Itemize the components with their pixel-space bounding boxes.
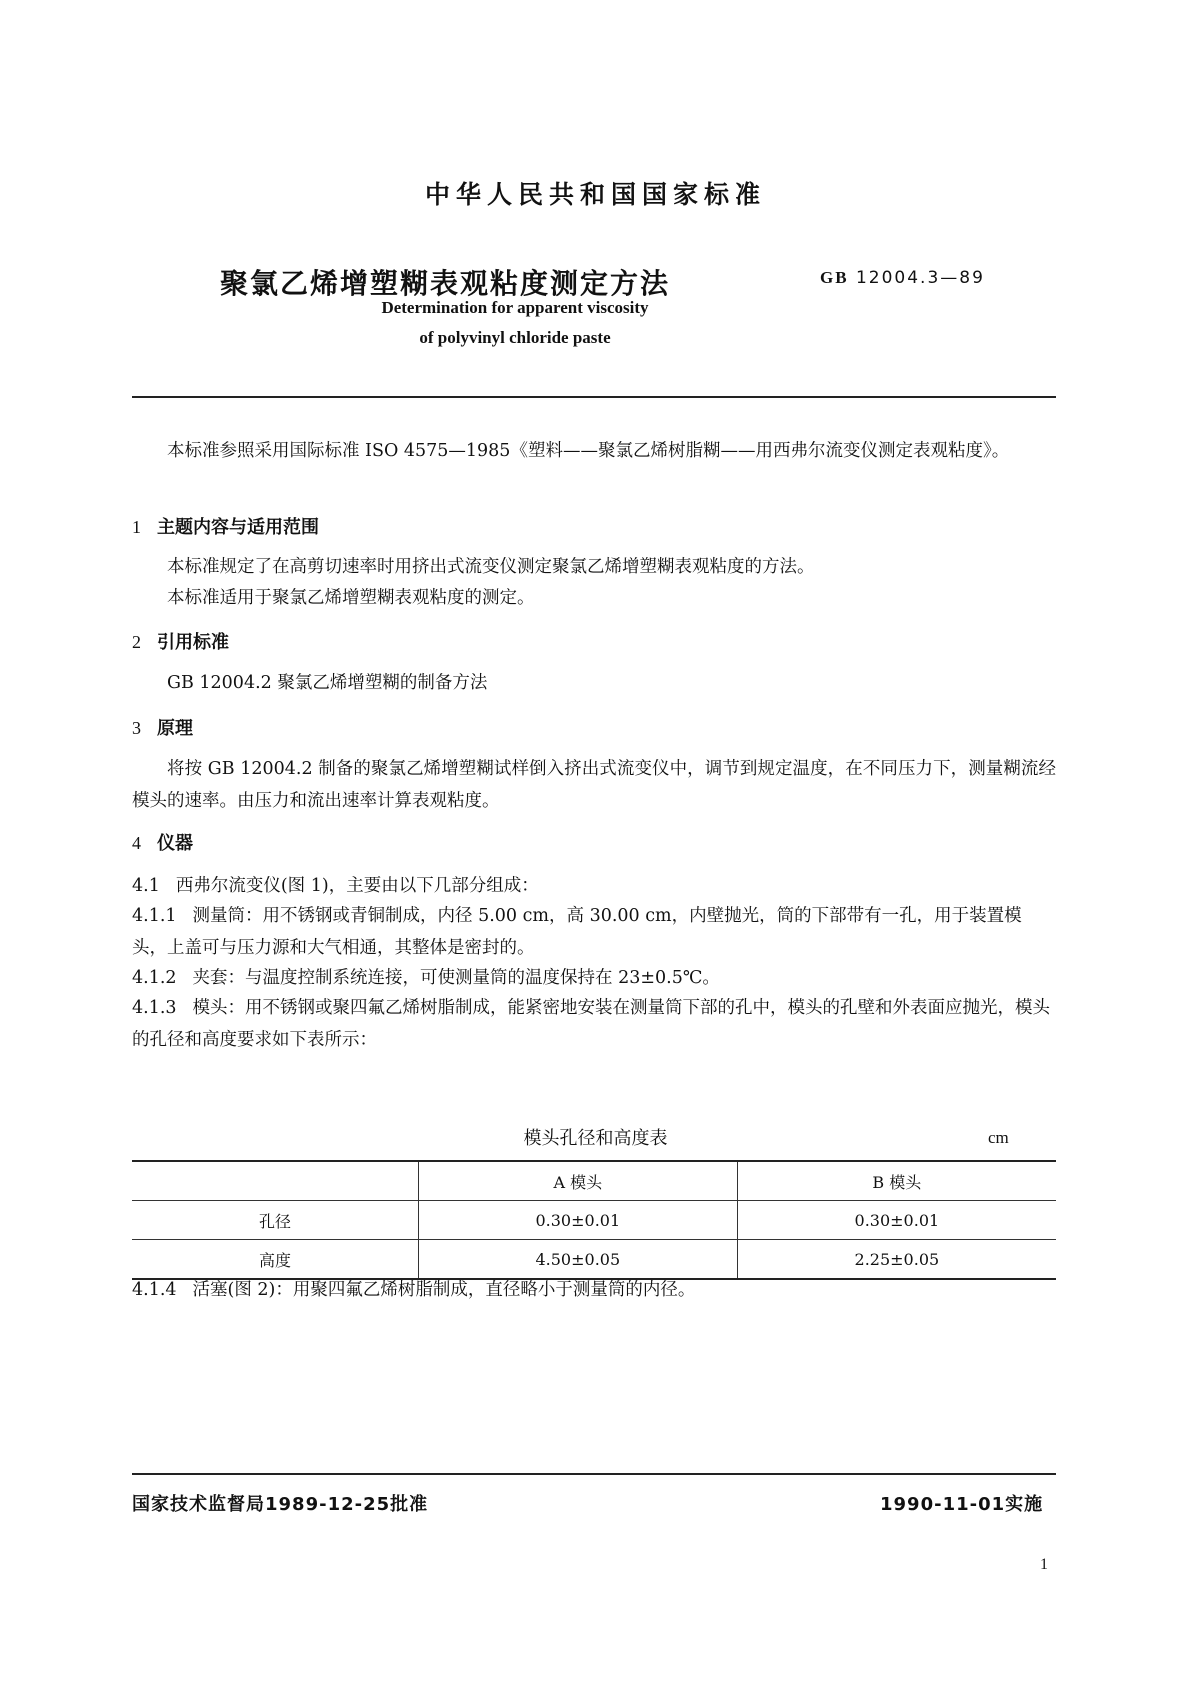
clause-number: 4.1 [132, 876, 160, 896]
clause-number: 4.1.3 [132, 998, 177, 1018]
section-number: 4 [132, 833, 141, 853]
table-header-cell: A 模头 [418, 1161, 737, 1201]
cell-b: 0.30±0.01 [737, 1201, 1056, 1240]
section-4-heading [132, 829, 193, 855]
table-row [132, 1201, 1056, 1240]
clause-4-1-4 [132, 1274, 1056, 1306]
section-number: 3 [132, 718, 141, 738]
clause-text: 模头：用不锈钢或聚四氟乙烯树脂制成，能紧密地安装在测量筒下部的孔中，模头的孔壁和外表面应抛光，模头的孔径和高度要求如下表所示： [132, 998, 1051, 1050]
english-title-line-1: Determination for apparent viscosity [381, 298, 649, 317]
cell-a: 0.30±0.01 [418, 1201, 737, 1240]
section-1-paragraph-2: 本标准适用于聚氯乙烯增塑糊表观粘度的测定。 [167, 588, 535, 608]
section-title: 引用标准 [157, 632, 229, 653]
table-caption: 模头孔径和高度表 [523, 1128, 668, 1149]
cell-a: 4.50±0.05 [418, 1240, 737, 1280]
clause-number: 4.1.2 [132, 968, 177, 988]
clause-text: 活塞(图 2)：用聚四氟乙烯树脂制成，直径略小于测量筒的内径。 [192, 1280, 696, 1300]
cell-b: 2.25±0.05 [737, 1240, 1056, 1280]
section-title: 主题内容与适用范围 [157, 517, 319, 538]
section-2-paragraph: GB 12004.2 聚氯乙烯增塑糊的制备方法 [167, 673, 488, 693]
approval-note: 国家技术监督局1989-12-25批准 [132, 1494, 429, 1515]
table-unit: cm [988, 1128, 1009, 1147]
document-title: 聚氯乙烯增塑糊表观粘度测定方法 [220, 267, 671, 300]
header-rule [132, 396, 1056, 398]
national-standard-heading: 中华人民共和国国家标准 [424, 180, 766, 209]
table-header-cell [132, 1161, 418, 1201]
clause-text: 夹套：与温度控制系统连接，可使测量筒的温度保持在 23±0.5℃。 [192, 968, 720, 988]
clause-number: 4.1.4 [132, 1280, 177, 1300]
effective-date: 1990-11-01实施 [880, 1494, 1044, 1515]
table-header-row [132, 1161, 1056, 1201]
table-header-cell: B 模头 [737, 1161, 1056, 1201]
english-title-line-2: of polyvinyl chloride paste [419, 328, 611, 347]
clause-number: 4.1.1 [132, 906, 177, 926]
standard-code-prefix: GB [820, 268, 849, 287]
intro-paragraph: 本标准参照采用国际标准 ISO 4575—1985《塑料——聚氯乙烯树脂糊——用西弗尔流变仪测定表观粘度》。 [167, 441, 1010, 461]
row-label: 孔径 [132, 1201, 418, 1240]
footer-rule [132, 1473, 1056, 1475]
section-2-heading [132, 628, 229, 654]
clause-text: 西弗尔流变仪(图 1)，主要由以下几部分组成： [175, 876, 539, 896]
section-title: 仪器 [157, 833, 193, 854]
section-1-paragraph-1: 本标准规定了在高剪切速率时用挤出式流变仪测定聚氯乙烯增塑糊表观粘度的方法。 [167, 557, 815, 577]
clause-text: 测量筒：用不锈钢或青铜制成，内径 5.00 cm，高 30.00 cm，内壁抛光，筒的下部带有一孔，用于装置模头，上盖可与压力源和大气相通，其整体是密封的。 [132, 906, 1022, 958]
page-number: 1 [1040, 1556, 1048, 1573]
clause-4-1-1 [132, 900, 1056, 964]
section-3-heading [132, 714, 193, 740]
section-1-heading [132, 513, 319, 539]
standard-code [820, 268, 985, 288]
section-3-paragraph: 将按 GB 12004.2 制备的聚氯乙烯增塑糊试样倒入挤出式流变仪中，调节到规定温度，在不同压力下，测量糊流经模头的速率。由压力和流出速率计算表观粘度。 [132, 759, 1056, 811]
standard-code-number: 12004.3—89 [855, 268, 985, 288]
die-dimensions-table [132, 1160, 1056, 1280]
clause-4-1 [132, 870, 1056, 902]
section-number: 1 [132, 517, 141, 537]
section-title: 原理 [157, 718, 193, 739]
clause-4-1-2 [132, 962, 1056, 994]
clause-4-1-3 [132, 992, 1056, 1056]
row-label: 高度 [132, 1240, 418, 1280]
section-number: 2 [132, 632, 141, 652]
